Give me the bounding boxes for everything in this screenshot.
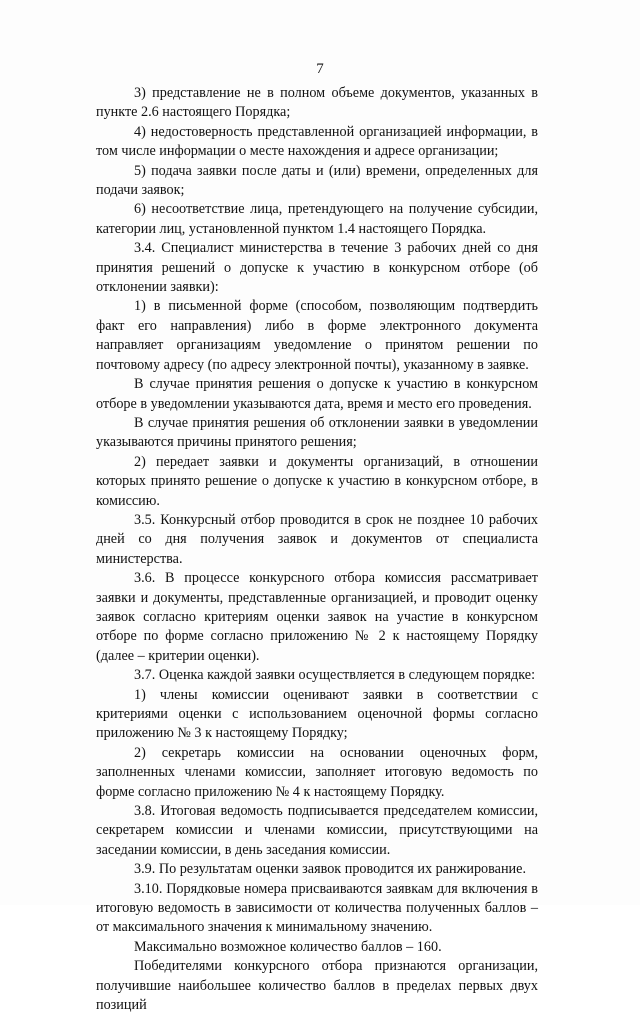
paragraph-section-3-4: 3.4. Специалист министерства в течение 3 рабочих дней со дня принятия решений о допуске к участию в конкурсном отборе (об отклонении заявки): xyxy=(96,240,538,296)
document-body xyxy=(96,84,538,1016)
paragraph-3-4-item-1: 1) в письменной форме (способом, позволяющим подтвердить факт его направления) либо в форме электронного документа направляет организациям уведомление о принятом решении по почтовому адресу (по адресу электронной почты), указанному в заявке. xyxy=(96,298,538,373)
paragraph-item-3: 3) представление не в полном объеме документов, указанных в пункте 2.6 настоящего Порядка; xyxy=(96,85,538,121)
paragraph-section-3-9: 3.9. По результатам оценки заявок проводится их ранжирование. xyxy=(134,861,526,878)
paragraph-section-3-7: 3.7. Оценка каждой заявки осуществляется в следующем порядке: xyxy=(134,667,536,684)
paragraph-rejection-notice: В случае принятия решения об отклонении заявки в уведомлении указываются причины принятого решения; xyxy=(96,414,538,451)
paragraph-item-5: 5) подача заявки после даты и (или) времени, определенных для подачи заявок; xyxy=(96,162,538,199)
paragraph-winners: Победителями конкурсного отбора признаются организации, получившие наибольшее количество баллов в пределах первых двух позиций xyxy=(96,958,538,1014)
page-number: 7 xyxy=(316,61,324,77)
paragraph-3-7-item-2: 2) секретарь комиссии на основании оценочных форм, заполненных членами комиссии, заполняет итоговую ведомость по форме согласно приложению № 4 к настоящему Порядку. xyxy=(96,744,538,800)
paragraph-section-3-8: 3.8. Итоговая ведомость подписывается председателем комиссии, секретарем комиссии и членами комиссии, присутствующими на заседании комиссии, в день заседания комиссии. xyxy=(96,803,538,858)
paragraph-section-3-10: 3.10. Порядковые номера присваиваются заявкам для включения в итоговую ведомость в зависимости от количества полученных баллов – от максимального значения к минимальному значению. xyxy=(96,880,538,936)
paragraph-item-4: 4) недостоверность представленной организацией информации, в том числе информации о месте нахождения и адресе организации; xyxy=(96,123,538,160)
paragraph-3-4-item-2: 2) передает заявки и документы организаций, в отношении которых принято решение о допуске к участию в конкурсном отборе, в комиссию. xyxy=(96,453,538,509)
paragraph-section-3-6: 3.6. В процессе конкурсного отбора комиссия рассматривает заявки и документы, представленные организацией, и проводит оценку заявок согласно критериям оценки заявок на участие в конкурсном отборе по форме согласно приложению № 2 к настоящему Порядку (далее – критерии оценки). xyxy=(96,570,538,664)
paragraph-admission-notice: В случае принятия решения о допуске к участию в конкурсном отборе в уведомлении указываются дата, время и место его проведения. xyxy=(96,376,538,412)
paragraph-max-score: Максимально возможное количество баллов – 160. xyxy=(134,938,442,955)
paragraph-3-7-item-1: 1) члены комиссии оценивают заявки в соответствии с критериями оценки с использованием оценочной формы согласно приложению № 3 к настоящему Порядку; xyxy=(96,686,538,742)
paragraph-item-6: 6) несоответствие лица, претендующего на получение субсидии, категории лиц, установленной пунктом 1.4 настоящего Порядка. xyxy=(96,201,538,237)
paragraph-section-3-5: 3.5. Конкурсный отбор проводится в срок не позднее 10 рабочих дней со дня получения заявок и документов от специалиста министерства. xyxy=(96,511,538,567)
